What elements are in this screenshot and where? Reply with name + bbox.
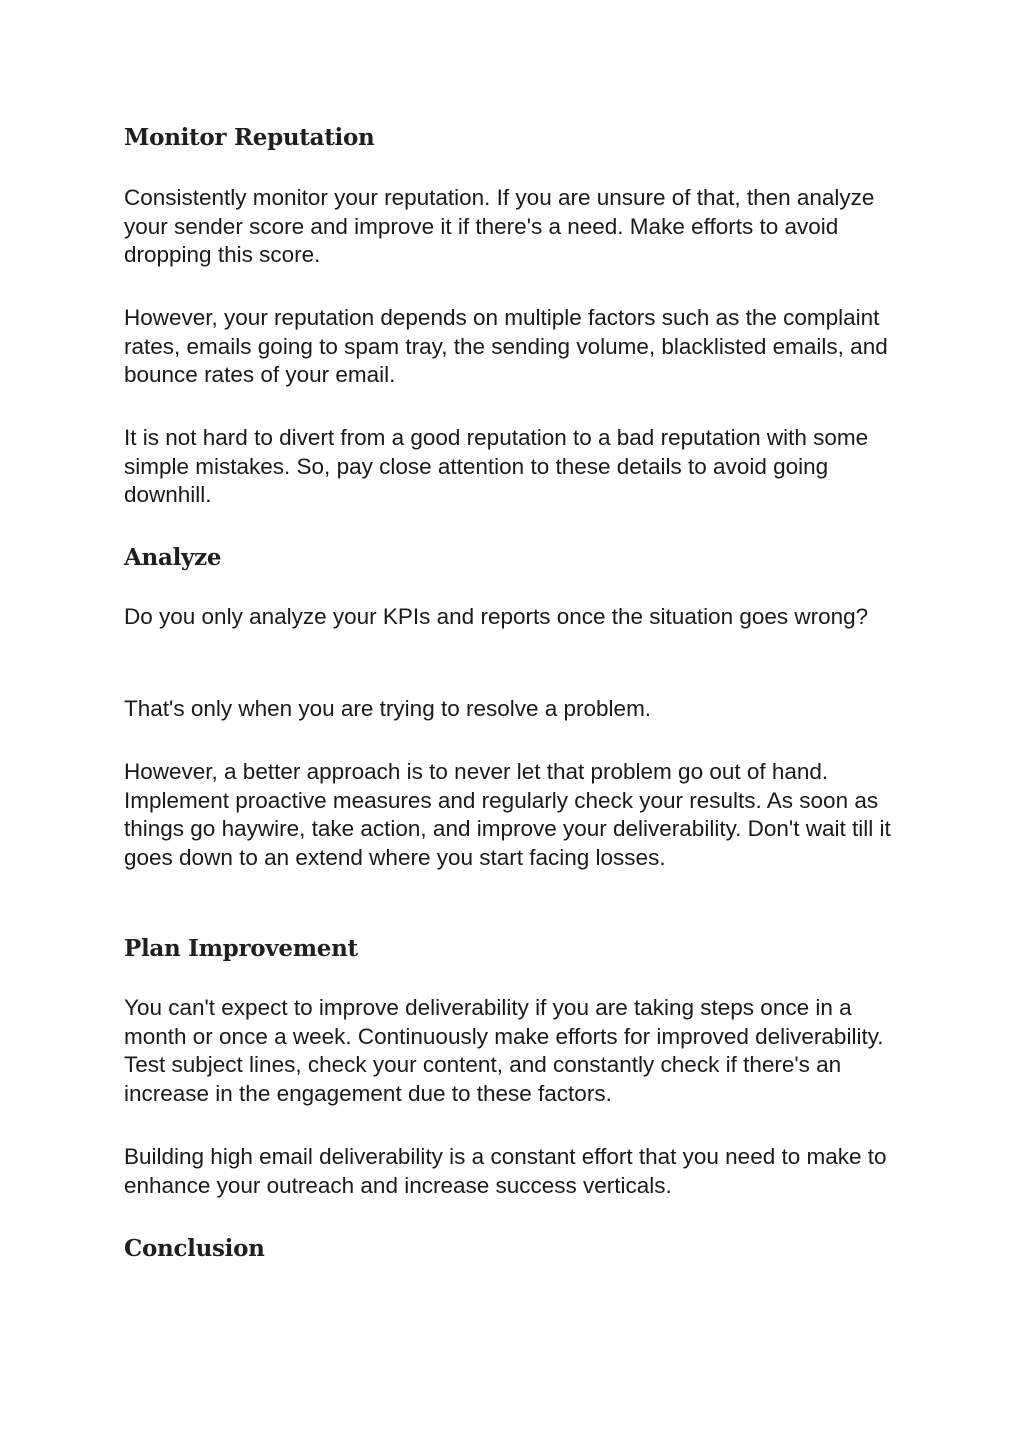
paragraph: However, your reputation depends on multiple factors such as the complaint rates, emails going to spam tray, the sending volume, blacklisted emails, and bounce rates of your email.: [124, 305, 888, 387]
heading-conclusion: Conclusion: [124, 1235, 265, 1262]
paragraph: Consistently monitor your reputation. If you are unsure of that, then analyze your sender score and improve it if there's a need. Make efforts to avoid dropping this score.: [124, 185, 875, 267]
heading-monitor-reputation: Monitor Reputation: [124, 124, 375, 151]
paragraph: You can't expect to improve deliverability if you are taking steps once in a month or once a week. Continuously make efforts for improved deliverability. Test subject lines, check your content, and constantly check if there's an increase in the engagement due to these factors.: [124, 995, 884, 1106]
paragraph: It is not hard to divert from a good reputation to a bad reputation with some simple mistakes. So, pay close attention to these details to avoid going downhill.: [124, 425, 869, 507]
heading-analyze: Analyze: [124, 544, 222, 571]
paragraph: Do you only analyze your KPIs and reports once the situation goes wrong?: [124, 604, 869, 629]
heading-plan-improvement: Plan Improvement: [124, 935, 358, 962]
paragraph: However, a better approach is to never let that problem go out of hand. Implement proactive measures and regularly check your results. As soon as things go haywire, take action, and improve your deliverability. Don't wait till it goes down to an extend where you start facing losses.: [124, 759, 891, 870]
paragraph: Building high email deliverability is a constant effort that you need to make to enhance your outreach and increase success verticals.: [124, 1144, 887, 1198]
paragraph: That's only when you are trying to resolve a problem.: [124, 696, 652, 721]
